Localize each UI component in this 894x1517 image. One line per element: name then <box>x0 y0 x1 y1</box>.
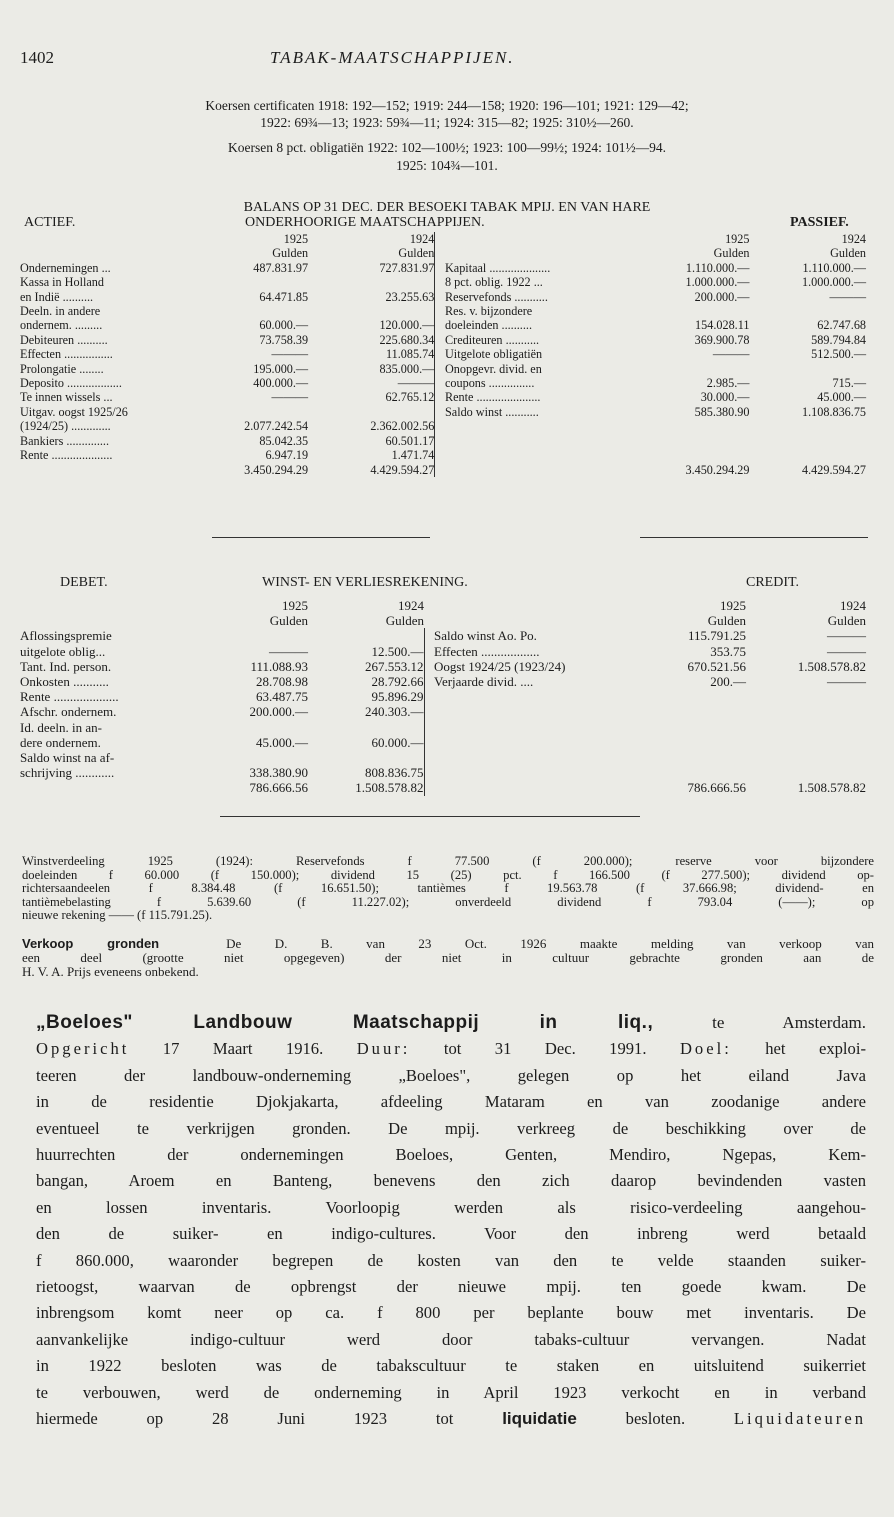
actief-1925-cell <box>210 275 308 289</box>
duur-value: tot 31 Dec. 1991. <box>410 1039 680 1059</box>
winst-table <box>20 598 866 796</box>
winst-row <box>20 644 866 659</box>
page-number: 1402 <box>20 48 54 67</box>
koersen-certificaten-line-2: 1922: 69¾—13; 1923: 59¾—11; 1924: 315—82; 1925: 310½—260. <box>260 115 634 130</box>
actief-1924-cell <box>308 405 435 419</box>
passief-label-cell: Reservefonds ........... <box>445 289 548 304</box>
unit-header: Gulden <box>713 246 750 261</box>
actief-label-cell: Rente .................... <box>20 448 113 463</box>
boeloes-section <box>36 1010 866 1433</box>
balans-title: BALANS OP 31 DEC. DER BESOEKI TABAK MPIJ. EN VAN HARE <box>243 200 651 215</box>
actief-1925-cell: 2.077.242.54 <box>244 419 309 434</box>
debet-1925-cell <box>216 720 308 735</box>
debet-1925-cell: ——— <box>269 643 308 659</box>
year-header: 1925 <box>283 232 309 246</box>
doel-label: Doel: <box>679 1039 732 1059</box>
empty-cell <box>20 598 216 613</box>
winst-totals-row <box>20 780 866 795</box>
debet-1925-cell <box>216 750 308 765</box>
divider-cell <box>435 419 445 433</box>
divider-cell <box>424 765 434 780</box>
passief-1924-cell: 589.794.84 <box>811 332 866 347</box>
actief-1924-cell: 11.085.74 <box>385 347 435 362</box>
balans-row <box>20 405 866 419</box>
actief-label-cell: Deposito .................. <box>20 376 122 391</box>
empty-cell <box>20 246 210 260</box>
running-title: TABAK-MAATSCHAPPIJEN. <box>270 48 515 67</box>
balans-row <box>20 434 866 448</box>
divider-cell <box>435 246 445 260</box>
winst-row <box>20 720 866 735</box>
actief-1925-cell: 85.042.35 <box>259 433 309 448</box>
passief-1924-cell: 45.000.— <box>817 390 866 405</box>
empty-cell <box>445 463 643 477</box>
koersen-obligaties-line-1: Koersen 8 pct. obligatiën 1922: 102—100½; 1923: 100—99½; 1924: 101½—94. <box>228 140 666 155</box>
opgericht-value: 17 Maart 1916. <box>129 1039 357 1059</box>
boeloes-line: bangan, Aroem en Banteng, benevens den zich daarop bevindenden vasten <box>36 1171 866 1191</box>
actief-1924-cell <box>308 304 435 318</box>
debet-1925-cell: 28.708.98 <box>256 674 308 690</box>
credit-1925-cell: 200.— <box>710 674 746 690</box>
winst-row <box>20 735 866 750</box>
divider-cell <box>435 376 445 390</box>
unit-header: Gulden <box>398 246 435 261</box>
actief-1925-cell: 400.000.— <box>253 376 309 391</box>
debet-1925-cell: 111.088.93 <box>250 658 308 674</box>
divider-cell <box>435 261 445 275</box>
opgericht-label: Opgericht <box>36 1039 130 1059</box>
divider-cell <box>424 689 434 704</box>
actief-label-cell: Te innen wissels ... <box>20 390 113 405</box>
passief-1925-cell <box>643 419 749 433</box>
passief-1925-cell <box>643 434 749 448</box>
verkoop-line-3: H. V. A. Prijs eveneens onbekend. <box>22 964 199 979</box>
winstverdeeling-note <box>22 855 874 923</box>
unit-header: Gulden <box>272 246 309 261</box>
boeloes-line: huurrechten der ondernemingen Boeloes, Genten, Mendiro, Ngepas, Kem- <box>36 1145 866 1165</box>
debet-total-1924: 1.508.578.82 <box>355 780 424 796</box>
passief-label-cell: 8 pct. oblig. 1922 ... <box>445 275 543 290</box>
debet-1924-cell: 12.500.— <box>371 643 424 659</box>
balans-total-rule-left <box>212 537 430 538</box>
credit-1925-cell <box>660 750 746 765</box>
divider-cell <box>435 333 445 347</box>
credit-1925-cell <box>660 704 746 719</box>
winstverdeeling-line: Winstverdeeling 1925 (1924): Reservefonds f 77.500 (f 200.000); reserve voor bijzondere <box>22 854 874 868</box>
boeloes-location: te Amsterdam. <box>712 1013 866 1032</box>
divider-cell <box>424 780 434 795</box>
actief-1925-cell <box>210 405 308 419</box>
empty-cell <box>434 598 660 613</box>
divider-cell <box>435 463 445 477</box>
actief-label-cell: (1924/25) ............. <box>20 419 111 434</box>
winst-year-row <box>20 598 866 613</box>
debet-1925-cell: 200.000.— <box>249 704 308 720</box>
passief-total-1925: 3.450.294.29 <box>685 462 750 477</box>
actief-1924-cell: 835.000.— <box>379 361 435 376</box>
passief-label-cell: Rente ..................... <box>445 390 541 405</box>
credit-1925-cell: 670.521.56 <box>687 658 746 674</box>
debet-label-cell: Saldo winst na af- <box>20 750 115 766</box>
actief-label: ACTIEF. <box>24 215 76 230</box>
debet-1925-cell <box>216 628 308 643</box>
actief-1924-cell: 120.000.— <box>379 318 435 333</box>
credit-label-cell <box>434 765 660 780</box>
boeloes-line: eventueel te verkrijgen gronden. De mpij. verkreeg de beschikking over de <box>36 1118 866 1138</box>
passief-1925-cell: 154.028.11 <box>695 318 750 333</box>
credit-label-cell: Oogst 1924/25 (1923/24) <box>434 658 566 674</box>
liquidatie-word: liquidatie <box>502 1409 577 1429</box>
credit-1924-cell: 1.508.578.82 <box>797 658 866 674</box>
passief-1924-cell <box>749 448 866 462</box>
actief-1925-cell: 6.947.19 <box>265 448 309 463</box>
winstverdeeling-line: nieuwe rekening —— (f 115.791.25). <box>22 908 213 922</box>
debet-label-cell: Rente .................... <box>20 689 119 705</box>
credit-1924-cell <box>746 750 866 765</box>
winst-row <box>20 659 866 674</box>
koersen-obligaties-line-2: 1925: 104¾—101. <box>396 158 498 173</box>
credit-1924-cell <box>746 704 866 719</box>
divider-cell <box>435 434 445 448</box>
debet-1924-cell: 267.553.12 <box>365 658 424 674</box>
passief-label-cell: Kapitaal .................... <box>445 260 551 275</box>
balans-row <box>20 347 866 361</box>
passief-1925-cell: 30.000.— <box>700 390 750 405</box>
actief-label-cell: Kassa in Holland <box>20 275 104 290</box>
actief-label-cell: en Indië .......... <box>20 289 94 304</box>
divider-cell <box>435 390 445 404</box>
empty-cell <box>20 780 216 795</box>
unit-header: Gulden <box>269 613 308 629</box>
divider-cell <box>435 347 445 361</box>
passief-label-cell: Res. v. bijzondere <box>445 304 533 319</box>
actief-label-cell: Ondernemingen ... <box>20 260 111 275</box>
debet-total-1925: 786.666.56 <box>249 780 308 796</box>
passief-1924-cell: 1.110.000.— <box>802 260 866 275</box>
balans-table <box>20 232 866 477</box>
unit-header: Gulden <box>707 613 746 629</box>
balans-totals-row <box>20 463 866 477</box>
credit-1924-cell <box>746 689 866 704</box>
actief-1924-cell: 2.362.002.56 <box>370 419 435 434</box>
passief-1924-cell <box>749 419 866 433</box>
empty-cell <box>434 613 660 628</box>
passief-label-cell: doeleinden .......... <box>445 318 532 333</box>
passief-1924-cell: 512.500.— <box>811 347 866 362</box>
passief-label-cell: coupons ............... <box>445 376 535 391</box>
debet-1925-cell: 338.380.90 <box>249 765 308 781</box>
passief-label-cell <box>445 434 643 448</box>
winst-row <box>20 750 866 765</box>
credit-label-cell: Effecten .................. <box>434 643 540 659</box>
actief-label-cell: Bankiers .............. <box>20 433 110 448</box>
actief-label-cell: Debiteuren .......... <box>20 332 108 347</box>
boeloes-line: rietoogst, waarvan de opbrengst der nieuwe mpij. ten goede kwam. De <box>36 1277 866 1297</box>
debet-1924-cell: 808.836.75 <box>365 765 424 781</box>
debet-1925-cell: 45.000.— <box>256 734 308 750</box>
passief-1924-cell <box>749 434 866 448</box>
debet-1924-cell: 28.792.66 <box>371 674 424 690</box>
credit-1925-cell <box>660 735 746 750</box>
passief-1925-cell: 200.000.— <box>694 289 750 304</box>
balans-row <box>20 261 866 275</box>
actief-1925-cell: 195.000.— <box>253 361 309 376</box>
boeloes-line: in 1922 besloten was de tabakscultuur te staken en uitsluitend suikerriet <box>36 1356 866 1376</box>
credit-total-1925: 786.666.56 <box>687 780 746 796</box>
winst-row <box>20 674 866 689</box>
debet-label-cell: uitgelote oblig... <box>20 643 106 659</box>
doel-value: het exploi- <box>731 1039 866 1059</box>
actief-1924-cell: 1.471.74 <box>391 448 435 463</box>
actief-1924-cell: 60.501.17 <box>385 433 435 448</box>
actief-label-cell: Prolongatie ........ <box>20 361 104 376</box>
balans-row <box>20 290 866 304</box>
year-header: 1924 <box>409 232 435 246</box>
unit-header: Gulden <box>830 246 866 261</box>
balans-unit-row <box>20 246 866 260</box>
balans-subtitle: ONDERHOORIGE MAATSCHAPPIJEN. <box>245 215 485 230</box>
credit-label-cell <box>434 735 660 750</box>
passief-1924-cell: 715.— <box>832 376 866 391</box>
actief-1924-cell: 62.765.12 <box>385 390 435 405</box>
actief-1925-cell: ——— <box>271 347 309 362</box>
divider-cell <box>424 704 434 719</box>
debet-1924-cell: 60.000.— <box>371 734 424 750</box>
actief-1924-cell: 225.680.34 <box>379 332 435 347</box>
actief-1925-cell: 487.831.97 <box>253 260 309 275</box>
year-header: 1924 <box>840 598 866 613</box>
unit-header: Gulden <box>827 613 866 629</box>
winstverdeeling-line: richtersaandeelen f 8.384.48 (f 16.651.50); tantièmes f 19.563.78 (f 37.666.98; dividend- en <box>22 881 874 895</box>
passief-label-cell: Uitgelote obligatiën <box>445 347 543 362</box>
passief-1925-cell: 2.985.— <box>706 376 750 391</box>
balans-row <box>20 419 866 433</box>
credit-1925-cell <box>660 689 746 704</box>
winst-row <box>20 628 866 643</box>
credit-1924-cell <box>746 765 866 780</box>
credit-1924-cell: ——— <box>827 643 866 659</box>
debet-label-cell: schrijving ............ <box>20 765 115 781</box>
passief-label-cell <box>445 419 643 433</box>
balans-row <box>20 333 866 347</box>
debet-1924-cell: 240.303.— <box>365 704 424 720</box>
balans-row <box>20 275 866 289</box>
year-header: 1925 <box>725 232 750 246</box>
divider-cell <box>435 448 445 462</box>
winst-row <box>20 765 866 780</box>
actief-label-cell: ondernem. ......... <box>20 318 103 333</box>
verkoop-gronden-note <box>22 937 874 979</box>
debet-1924-cell <box>308 720 424 735</box>
debet-label-cell: Onkosten ........... <box>20 674 109 690</box>
credit-1925-cell: 353.75 <box>710 643 746 659</box>
credit-1924-cell <box>746 735 866 750</box>
actief-1925-cell: ——— <box>271 390 309 405</box>
spacer-cell <box>424 613 434 628</box>
debet-label-cell: Id. deeln. in an- <box>20 719 102 735</box>
credit-label-cell <box>434 750 660 765</box>
empty-cell <box>20 463 210 477</box>
passief-1924-cell: 1.108.836.75 <box>802 404 866 419</box>
credit-label-cell <box>434 704 660 719</box>
year-header: 1924 <box>398 598 424 613</box>
actief-1925-cell: 64.471.85 <box>259 289 309 304</box>
divider-cell <box>435 290 445 304</box>
winstverdeeling-line: tantièmebelasting f 5.639.60 (f 11.227.02); onverdeeld dividend f 793.04 (——); op <box>22 894 874 909</box>
passief-label-cell: Crediteuren ........... <box>445 332 540 347</box>
winstverdeeling-line: doeleinden f 60.000 (f 150.000); dividend 15 (25) pct. f 166.500 (f 277.500); dividend op- <box>22 867 874 882</box>
balans-row <box>20 304 866 318</box>
debet-1925-cell: 63.487.75 <box>256 689 308 705</box>
divider-cell <box>435 275 445 289</box>
actief-1924-cell <box>308 275 435 289</box>
credit-label-cell <box>434 689 660 704</box>
boeloes-line: te verbouwen, werd de onderneming in April 1923 verkocht en in verband <box>36 1382 866 1402</box>
actief-1924-cell: 23.255.63 <box>385 289 435 304</box>
passief-1924-cell <box>749 362 866 376</box>
divider-cell <box>424 644 434 659</box>
balans-row <box>20 318 866 332</box>
actief-1925-cell: 60.000.— <box>259 318 309 333</box>
passief-1925-cell: 369.900.78 <box>694 332 750 347</box>
divider-cell <box>424 735 434 750</box>
passief-label: PASSIEF. <box>790 215 849 230</box>
debet-1924-cell <box>308 750 424 765</box>
passief-1924-cell: 62.747.68 <box>817 318 866 333</box>
credit-label-cell: Verjaarde divid. .... <box>434 674 534 690</box>
actief-label-cell: Uitgav. oogst 1925/26 <box>20 404 128 419</box>
boeloes-line: en lossen inventaris. Voorloopig werden als risico-verdeeling aangehou- <box>36 1197 866 1217</box>
actief-1925-cell <box>210 304 308 318</box>
empty-cell <box>20 613 216 628</box>
empty-cell <box>445 232 643 246</box>
divider-cell <box>424 659 434 674</box>
boeloes-line: f 860.000, waaronder begrepen de kosten van den te velde staanden suiker- <box>36 1250 866 1270</box>
credit-label-cell <box>434 720 660 735</box>
actief-total-1925: 3.450.294.29 <box>244 462 309 477</box>
verkoop-line-2: een deel (grootte niet opgegeven) der niet in cultuur gebrachte gronden aan de <box>22 950 874 965</box>
winst-unit-row <box>20 613 866 628</box>
debet-label-cell: Aflossingspremie <box>20 628 112 644</box>
balans-total-rule-right <box>640 537 868 538</box>
passief-label-cell <box>445 448 643 462</box>
debet-label-cell: dere ondernem. <box>20 734 101 750</box>
credit-label-cell: Saldo winst Ao. Po. <box>434 628 537 644</box>
liquidateuren-label: Liquidateuren <box>733 1409 866 1429</box>
actief-1925-cell: 73.758.39 <box>259 332 309 347</box>
verkoop-line-1: De D. B. van 23 Oct. 1926 maakte melding van verkoop van <box>226 936 874 951</box>
credit-1925-cell: 115.791.25 <box>687 628 746 644</box>
passief-total-1924: 4.429.594.27 <box>802 462 866 477</box>
debet-1924-cell <box>308 628 424 643</box>
boeloes-line: teeren der landbouw-onderneming „Boeloes", gelegen op het eiland Java <box>36 1065 866 1085</box>
koersen-certificaten-line-1: Koersen certificaten 1918: 192—152; 1919: 244—158; 1920: 196—101; 1921: 129—42; <box>205 98 689 113</box>
boeloes-last-line-start: hiermede op 28 Juni 1923 tot <box>36 1409 503 1429</box>
passief-label-cell: Onopgevr. divid. en <box>445 361 542 376</box>
boeloes-last-line-mid: besloten. <box>576 1409 734 1429</box>
unit-header: Gulden <box>385 613 424 629</box>
empty-cell <box>434 780 660 795</box>
boeloes-line: den de suiker- en indigo-cultures. Voor den inbreng werd betaald <box>36 1224 866 1244</box>
spacer-cell <box>424 598 434 613</box>
year-header: 1925 <box>282 598 308 613</box>
year-header: 1924 <box>841 232 866 246</box>
passief-1925-cell <box>643 448 749 462</box>
passief-1924-cell <box>749 304 866 318</box>
passief-1924-cell: ——— <box>829 289 866 304</box>
passief-1925-cell <box>643 304 749 318</box>
balans-row <box>20 376 866 390</box>
divider-cell <box>424 628 434 643</box>
actief-1924-cell: 727.831.97 <box>379 260 435 275</box>
winst-row <box>20 689 866 704</box>
passief-label-cell: Saldo winst ........... <box>445 404 539 419</box>
passief-1925-cell: 1.000.000.— <box>685 275 750 290</box>
actief-label-cell: Effecten ................ <box>20 347 113 362</box>
credit-label: CREDIT. <box>746 575 800 590</box>
passief-1925-cell: 1.110.000.— <box>685 260 750 275</box>
credit-1924-cell <box>746 720 866 735</box>
divider-cell <box>424 674 434 689</box>
passief-1924-cell: 1.000.000.— <box>802 275 866 290</box>
divider-cell <box>424 750 434 765</box>
winst-total-rule <box>220 816 640 817</box>
debet-label-cell: Tant. Ind. person. <box>20 658 112 674</box>
balans-year-row <box>20 232 866 246</box>
credit-1925-cell <box>660 765 746 780</box>
winst-row <box>20 704 866 719</box>
divider-cell <box>435 304 445 318</box>
actief-label-cell: Deeln. in andere <box>20 304 101 319</box>
duur-label: Duur: <box>356 1039 411 1059</box>
boeloes-line: in de residentie Djokjakarta, afdeeling Mataram en van zoodanige andere <box>36 1092 866 1112</box>
winst-title: WINST- EN VERLIESREKENING. <box>262 575 468 590</box>
divider-cell <box>435 318 445 332</box>
boeloes-line: inbrengsom komt neer op ca. f 800 per beplante bouw met inventaris. De <box>36 1303 866 1323</box>
empty-cell <box>445 246 643 260</box>
actief-1924-cell: ——— <box>397 376 435 391</box>
debet-1924-cell: 95.896.29 <box>371 689 424 705</box>
empty-cell <box>20 232 210 246</box>
verkoop-heading: Verkoop gronden <box>22 936 160 951</box>
credit-1924-cell: ——— <box>827 674 866 690</box>
boeloes-line: aanvankelijke indigo-cultuur werd door tabaks-cultuur vervangen. Nadat <box>36 1329 866 1349</box>
divider-cell <box>424 720 434 735</box>
credit-total-1924: 1.508.578.82 <box>797 780 866 796</box>
divider-cell <box>435 232 445 246</box>
boeloes-company-name: „Boeloes" Landbouw Maatschappij in liq., <box>36 1012 654 1033</box>
divider-cell <box>435 405 445 419</box>
year-header: 1925 <box>720 598 746 613</box>
debet-label: DEBET. <box>60 575 108 590</box>
balans-row <box>20 448 866 462</box>
passief-1925-cell: ——— <box>712 347 750 362</box>
actief-total-1924: 4.429.594.27 <box>370 462 435 477</box>
debet-label-cell: Afschr. ondernem. <box>20 704 117 720</box>
divider-cell <box>435 362 445 376</box>
credit-1924-cell: ——— <box>827 628 866 644</box>
passief-1925-cell: 585.380.90 <box>694 404 750 419</box>
credit-1925-cell <box>660 720 746 735</box>
balans-row <box>20 362 866 376</box>
passief-1925-cell <box>643 362 749 376</box>
balans-row <box>20 390 866 404</box>
